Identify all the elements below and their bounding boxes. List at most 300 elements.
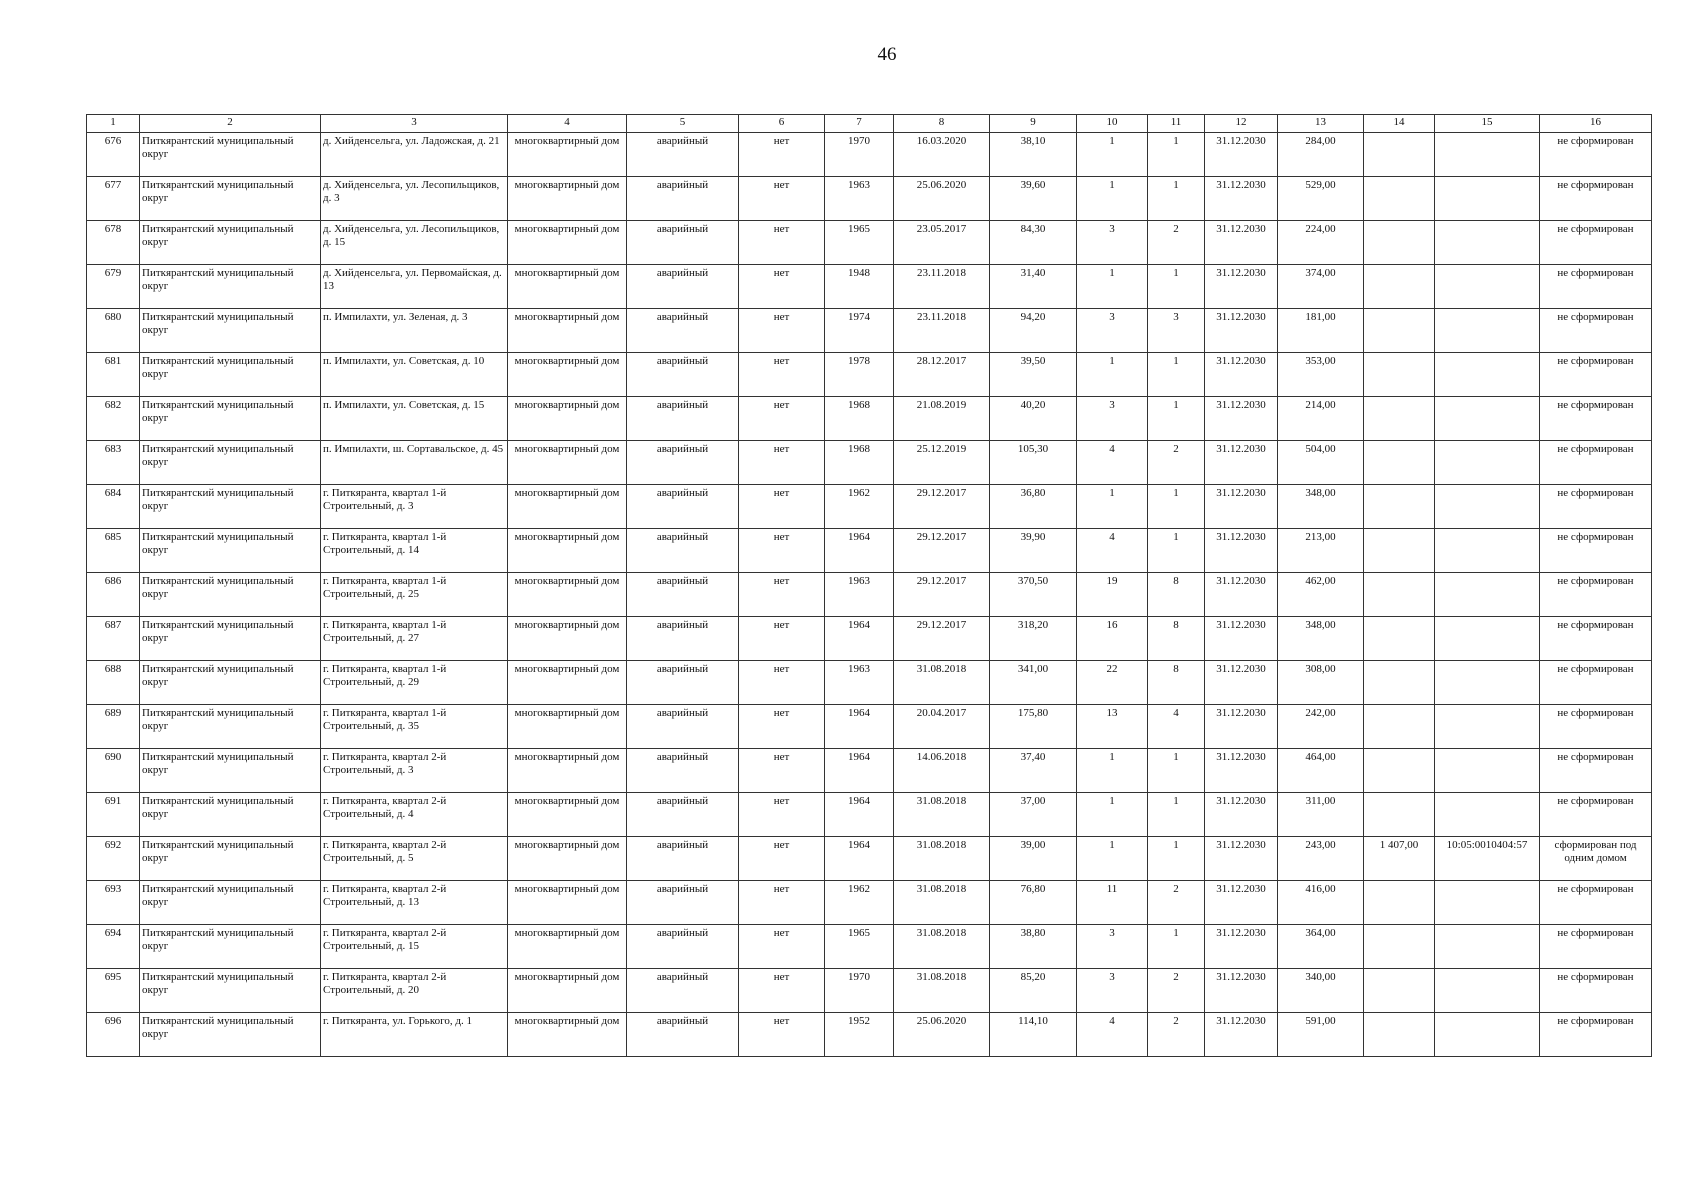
housing-registry-table <box>86 114 1652 1057</box>
table-cell-col-5: аварийный <box>627 485 739 529</box>
table-cell-col-13: 242,00 <box>1278 705 1364 749</box>
table-cell-col-3: п. Импилахти, ул. Зеленая, д. 3 <box>321 309 508 353</box>
table-cell-col-16: не сформирован <box>1540 133 1652 177</box>
table-cell-col-12: 31.12.2030 <box>1205 221 1278 265</box>
table-cell-col-15 <box>1435 617 1540 661</box>
table-cell-col-13: 353,00 <box>1278 353 1364 397</box>
table-row <box>87 837 1652 881</box>
table-cell-col-10: 1 <box>1077 837 1148 881</box>
table-cell-col-14 <box>1364 353 1435 397</box>
table-cell-col-10: 1 <box>1077 485 1148 529</box>
table-cell-col-7: 1964 <box>825 617 894 661</box>
table-cell-col-8: 14.06.2018 <box>894 749 990 793</box>
table-cell-col-14 <box>1364 969 1435 1013</box>
table-cell-col-8: 29.12.2017 <box>894 529 990 573</box>
table-cell-col-4: многоквартирный дом <box>508 969 627 1013</box>
table-cell-col-8: 31.08.2018 <box>894 881 990 925</box>
table-cell-col-13: 464,00 <box>1278 749 1364 793</box>
table-cell-col-10: 3 <box>1077 925 1148 969</box>
table-row <box>87 969 1652 1013</box>
table-cell-col-5: аварийный <box>627 925 739 969</box>
table-cell-col-15 <box>1435 353 1540 397</box>
table-cell-col-9: 39,90 <box>990 529 1077 573</box>
table-cell-col-15 <box>1435 397 1540 441</box>
table-cell-col-9: 37,40 <box>990 749 1077 793</box>
table-cell-col-12: 31.12.2030 <box>1205 617 1278 661</box>
table-cell-col-7: 1963 <box>825 573 894 617</box>
table-cell-col-16: не сформирован <box>1540 441 1652 485</box>
table-cell-col-16: не сформирован <box>1540 529 1652 573</box>
table-cell-col-12: 31.12.2030 <box>1205 749 1278 793</box>
table-cell-col-16: не сформирован <box>1540 881 1652 925</box>
table-cell-col-15 <box>1435 749 1540 793</box>
table-cell-col-13: 213,00 <box>1278 529 1364 573</box>
table-cell-col-5: аварийный <box>627 441 739 485</box>
table-cell-col-3: п. Импилахти, ул. Советская, д. 10 <box>321 353 508 397</box>
table-cell-col-15 <box>1435 133 1540 177</box>
table-row <box>87 925 1652 969</box>
table-cell-col-8: 23.05.2017 <box>894 221 990 265</box>
table-cell-col-15 <box>1435 485 1540 529</box>
table-cell-col-15 <box>1435 441 1540 485</box>
table-cell-col-2: Питкярантский муниципальный округ <box>140 837 321 881</box>
table-cell-col-13: 462,00 <box>1278 573 1364 617</box>
table-cell-col-11: 1 <box>1148 265 1205 309</box>
table-cell-col-9: 114,10 <box>990 1013 1077 1057</box>
table-cell-col-16: не сформирован <box>1540 309 1652 353</box>
column-header-5: 5 <box>627 115 739 133</box>
table-cell-col-7: 1970 <box>825 969 894 1013</box>
table-cell-col-5: аварийный <box>627 617 739 661</box>
table-cell-col-2: Питкярантский муниципальный округ <box>140 441 321 485</box>
table-cell-col-16: не сформирован <box>1540 573 1652 617</box>
table-cell-col-8: 21.08.2019 <box>894 397 990 441</box>
table-cell-col-9: 36,80 <box>990 485 1077 529</box>
table-cell-col-11: 2 <box>1148 881 1205 925</box>
table-cell-col-7: 1952 <box>825 1013 894 1057</box>
table-cell-col-11: 1 <box>1148 397 1205 441</box>
table-cell-col-5: аварийный <box>627 221 739 265</box>
table-cell-col-7: 1965 <box>825 221 894 265</box>
table-cell-col-15 <box>1435 881 1540 925</box>
table-cell-col-3: д. Хийденсельга, ул. Лесопильщиков, д. 3 <box>321 177 508 221</box>
table-cell-col-16: не сформирован <box>1540 1013 1652 1057</box>
table-cell-col-4: многоквартирный дом <box>508 749 627 793</box>
table-cell-col-13: 416,00 <box>1278 881 1364 925</box>
table-cell-col-15 <box>1435 793 1540 837</box>
table-cell-col-12: 31.12.2030 <box>1205 573 1278 617</box>
table-cell-col-16: не сформирован <box>1540 353 1652 397</box>
table-cell-col-1: 682 <box>87 397 140 441</box>
table-cell-col-4: многоквартирный дом <box>508 441 627 485</box>
page-number: 46 <box>877 44 897 65</box>
table-cell-col-3: г. Питкяранта, квартал 1-й Строительный, д. 25 <box>321 573 508 617</box>
table-cell-col-3: п. Импилахти, ш. Сортавальское, д. 45 <box>321 441 508 485</box>
table-cell-col-15 <box>1435 661 1540 705</box>
table-cell-col-11: 2 <box>1148 969 1205 1013</box>
table-cell-col-1: 686 <box>87 573 140 617</box>
table-cell-col-5: аварийный <box>627 1013 739 1057</box>
column-header-2: 2 <box>140 115 321 133</box>
table-cell-col-10: 16 <box>1077 617 1148 661</box>
column-header-13: 13 <box>1278 115 1364 133</box>
table-cell-col-1: 694 <box>87 925 140 969</box>
table-row <box>87 485 1652 529</box>
table-cell-col-3: г. Питкяранта, квартал 2-й Строительный, д. 15 <box>321 925 508 969</box>
table-cell-col-10: 1 <box>1077 353 1148 397</box>
table-cell-col-1: 681 <box>87 353 140 397</box>
table-cell-col-16: не сформирован <box>1540 177 1652 221</box>
table-cell-col-4: многоквартирный дом <box>508 353 627 397</box>
table-cell-col-8: 20.04.2017 <box>894 705 990 749</box>
table-cell-col-10: 1 <box>1077 133 1148 177</box>
table-cell-col-13: 364,00 <box>1278 925 1364 969</box>
table-cell-col-6: нет <box>739 661 825 705</box>
table-header <box>87 115 1652 133</box>
table-cell-col-6: нет <box>739 881 825 925</box>
table-cell-col-6: нет <box>739 573 825 617</box>
table-row <box>87 529 1652 573</box>
table-cell-col-11: 3 <box>1148 309 1205 353</box>
table-cell-col-2: Питкярантский муниципальный округ <box>140 925 321 969</box>
table-cell-col-1: 684 <box>87 485 140 529</box>
table-cell-col-10: 1 <box>1077 177 1148 221</box>
table-cell-col-5: аварийный <box>627 661 739 705</box>
table-cell-col-4: многоквартирный дом <box>508 221 627 265</box>
table-cell-col-9: 85,20 <box>990 969 1077 1013</box>
table-cell-col-1: 677 <box>87 177 140 221</box>
table-cell-col-6: нет <box>739 441 825 485</box>
table-cell-col-13: 340,00 <box>1278 969 1364 1013</box>
table-cell-col-3: д. Хийденсельга, ул. Ладожская, д. 21 <box>321 133 508 177</box>
column-header-4: 4 <box>508 115 627 133</box>
column-header-10: 10 <box>1077 115 1148 133</box>
table-cell-col-8: 29.12.2017 <box>894 485 990 529</box>
table-cell-col-2: Питкярантский муниципальный округ <box>140 793 321 837</box>
table-cell-col-12: 31.12.2030 <box>1205 133 1278 177</box>
table-cell-col-15 <box>1435 705 1540 749</box>
column-header-9: 9 <box>990 115 1077 133</box>
table-cell-col-13: 348,00 <box>1278 617 1364 661</box>
table-cell-col-6: нет <box>739 177 825 221</box>
table-row <box>87 1013 1652 1057</box>
table-cell-col-3: д. Хийденсельга, ул. Лесопильщиков, д. 15 <box>321 221 508 265</box>
table-cell-col-10: 3 <box>1077 309 1148 353</box>
table-cell-col-9: 40,20 <box>990 397 1077 441</box>
table-cell-col-12: 31.12.2030 <box>1205 309 1278 353</box>
table-cell-col-16: не сформирован <box>1540 925 1652 969</box>
table-row <box>87 573 1652 617</box>
table-cell-col-13: 529,00 <box>1278 177 1364 221</box>
table-cell-col-2: Питкярантский муниципальный округ <box>140 661 321 705</box>
table-cell-col-6: нет <box>739 133 825 177</box>
table-cell-col-11: 8 <box>1148 573 1205 617</box>
table-cell-col-4: многоквартирный дом <box>508 617 627 661</box>
table-cell-col-16: сформирован под одним домом <box>1540 837 1652 881</box>
table-cell-col-12: 31.12.2030 <box>1205 485 1278 529</box>
table-cell-col-2: Питкярантский муниципальный округ <box>140 573 321 617</box>
table-cell-col-9: 105,30 <box>990 441 1077 485</box>
table-cell-col-7: 1964 <box>825 529 894 573</box>
table-cell-col-6: нет <box>739 793 825 837</box>
table-cell-col-11: 8 <box>1148 617 1205 661</box>
column-header-6: 6 <box>739 115 825 133</box>
table-cell-col-7: 1964 <box>825 837 894 881</box>
table-cell-col-1: 679 <box>87 265 140 309</box>
table-cell-col-4: многоквартирный дом <box>508 881 627 925</box>
table-cell-col-7: 1962 <box>825 881 894 925</box>
table-cell-col-6: нет <box>739 925 825 969</box>
table-cell-col-7: 1970 <box>825 133 894 177</box>
table-cell-col-1: 688 <box>87 661 140 705</box>
table-cell-col-16: не сформирован <box>1540 397 1652 441</box>
table-cell-col-13: 181,00 <box>1278 309 1364 353</box>
column-header-12: 12 <box>1205 115 1278 133</box>
table-cell-col-11: 2 <box>1148 1013 1205 1057</box>
table-cell-col-10: 1 <box>1077 793 1148 837</box>
table-cell-col-6: нет <box>739 265 825 309</box>
table-cell-col-8: 28.12.2017 <box>894 353 990 397</box>
table-cell-col-1: 695 <box>87 969 140 1013</box>
table-cell-col-14 <box>1364 573 1435 617</box>
table-cell-col-13: 284,00 <box>1278 133 1364 177</box>
table-cell-col-9: 38,10 <box>990 133 1077 177</box>
table-cell-col-4: многоквартирный дом <box>508 529 627 573</box>
table-cell-col-5: аварийный <box>627 397 739 441</box>
table-cell-col-12: 31.12.2030 <box>1205 969 1278 1013</box>
table-cell-col-16: не сформирован <box>1540 485 1652 529</box>
table-cell-col-16: не сформирован <box>1540 705 1652 749</box>
table-cell-col-10: 4 <box>1077 441 1148 485</box>
table-row <box>87 309 1652 353</box>
table-cell-col-2: Питкярантский муниципальный округ <box>140 881 321 925</box>
table-cell-col-2: Питкярантский муниципальный округ <box>140 749 321 793</box>
table-cell-col-10: 1 <box>1077 749 1148 793</box>
table-cell-col-11: 1 <box>1148 177 1205 221</box>
table-cell-col-6: нет <box>739 1013 825 1057</box>
table-cell-col-15 <box>1435 529 1540 573</box>
table-cell-col-1: 696 <box>87 1013 140 1057</box>
table-cell-col-5: аварийный <box>627 837 739 881</box>
table-cell-col-3: г. Питкяранта, квартал 2-й Строительный, д. 13 <box>321 881 508 925</box>
table-cell-col-4: многоквартирный дом <box>508 485 627 529</box>
table-cell-col-8: 16.03.2020 <box>894 133 990 177</box>
table-cell-col-1: 676 <box>87 133 140 177</box>
table-row <box>87 793 1652 837</box>
table-cell-col-7: 1978 <box>825 353 894 397</box>
table-cell-col-6: нет <box>739 837 825 881</box>
table-cell-col-8: 31.08.2018 <box>894 661 990 705</box>
table-cell-col-11: 4 <box>1148 705 1205 749</box>
table-cell-col-6: нет <box>739 969 825 1013</box>
table-cell-col-4: многоквартирный дом <box>508 133 627 177</box>
table-cell-col-10: 1 <box>1077 265 1148 309</box>
table-cell-col-8: 25.06.2020 <box>894 1013 990 1057</box>
table-cell-col-5: аварийный <box>627 309 739 353</box>
table-cell-col-14 <box>1364 397 1435 441</box>
column-header-3: 3 <box>321 115 508 133</box>
table-cell-col-6: нет <box>739 397 825 441</box>
table-cell-col-13: 214,00 <box>1278 397 1364 441</box>
table-cell-col-2: Питкярантский муниципальный округ <box>140 705 321 749</box>
table-cell-col-3: д. Хийденсельга, ул. Первомайская, д. 13 <box>321 265 508 309</box>
table-cell-col-15 <box>1435 221 1540 265</box>
table-cell-col-3: г. Питкяранта, квартал 1-й Строительный, д. 14 <box>321 529 508 573</box>
table-row <box>87 881 1652 925</box>
table-cell-col-2: Питкярантский муниципальный округ <box>140 617 321 661</box>
table-cell-col-8: 31.08.2018 <box>894 925 990 969</box>
table-cell-col-5: аварийный <box>627 705 739 749</box>
table-cell-col-10: 3 <box>1077 221 1148 265</box>
table-cell-col-9: 84,30 <box>990 221 1077 265</box>
table-cell-col-14: 1 407,00 <box>1364 837 1435 881</box>
table-cell-col-8: 31.08.2018 <box>894 793 990 837</box>
table-cell-col-3: г. Питкяранта, квартал 2-й Строительный, д. 4 <box>321 793 508 837</box>
table-cell-col-14 <box>1364 309 1435 353</box>
table-row <box>87 397 1652 441</box>
table-row <box>87 353 1652 397</box>
table-cell-col-4: многоквартирный дом <box>508 265 627 309</box>
table-cell-col-12: 31.12.2030 <box>1205 1013 1278 1057</box>
table-cell-col-5: аварийный <box>627 133 739 177</box>
table-row <box>87 617 1652 661</box>
column-header-14: 14 <box>1364 115 1435 133</box>
table-cell-col-8: 31.08.2018 <box>894 837 990 881</box>
table-cell-col-3: г. Питкяранта, квартал 1-й Строительный, д. 35 <box>321 705 508 749</box>
table-cell-col-3: г. Питкяранта, ул. Горького, д. 1 <box>321 1013 508 1057</box>
table-row <box>87 265 1652 309</box>
table-row <box>87 705 1652 749</box>
table-cell-col-3: г. Питкяранта, квартал 1-й Строительный, д. 3 <box>321 485 508 529</box>
table-cell-col-5: аварийный <box>627 749 739 793</box>
table-cell-col-16: не сформирован <box>1540 265 1652 309</box>
table-cell-col-4: многоквартирный дом <box>508 705 627 749</box>
table-cell-col-2: Питкярантский муниципальный округ <box>140 177 321 221</box>
table-cell-col-5: аварийный <box>627 177 739 221</box>
table-cell-col-5: аварийный <box>627 573 739 617</box>
table-cell-col-7: 1964 <box>825 749 894 793</box>
table-cell-col-5: аварийный <box>627 969 739 1013</box>
table-cell-col-14 <box>1364 705 1435 749</box>
table-cell-col-13: 348,00 <box>1278 485 1364 529</box>
table-cell-col-4: многоквартирный дом <box>508 1013 627 1057</box>
table-cell-col-6: нет <box>739 309 825 353</box>
table-cell-col-3: г. Питкяранта, квартал 1-й Строительный, д. 27 <box>321 617 508 661</box>
table-cell-col-14 <box>1364 265 1435 309</box>
table-cell-col-16: не сформирован <box>1540 793 1652 837</box>
table-cell-col-14 <box>1364 1013 1435 1057</box>
table-cell-col-9: 38,80 <box>990 925 1077 969</box>
table-cell-col-10: 4 <box>1077 1013 1148 1057</box>
table-cell-col-1: 689 <box>87 705 140 749</box>
table-cell-col-9: 94,20 <box>990 309 1077 353</box>
table-cell-col-9: 39,00 <box>990 837 1077 881</box>
table-cell-col-9: 31,40 <box>990 265 1077 309</box>
table-cell-col-6: нет <box>739 617 825 661</box>
table-cell-col-13: 591,00 <box>1278 1013 1364 1057</box>
table-cell-col-15: 10:05:0010404:57 <box>1435 837 1540 881</box>
table-cell-col-1: 690 <box>87 749 140 793</box>
table-cell-col-14 <box>1364 441 1435 485</box>
table-cell-col-6: нет <box>739 705 825 749</box>
table-cell-col-1: 683 <box>87 441 140 485</box>
table-cell-col-9: 39,50 <box>990 353 1077 397</box>
table-cell-col-8: 25.12.2019 <box>894 441 990 485</box>
table-cell-col-10: 19 <box>1077 573 1148 617</box>
table-cell-col-16: не сформирован <box>1540 969 1652 1013</box>
table-cell-col-9: 370,50 <box>990 573 1077 617</box>
table-cell-col-2: Питкярантский муниципальный округ <box>140 485 321 529</box>
table-cell-col-13: 374,00 <box>1278 265 1364 309</box>
table-cell-col-15 <box>1435 177 1540 221</box>
column-header-7: 7 <box>825 115 894 133</box>
table-cell-col-5: аварийный <box>627 793 739 837</box>
table-cell-col-14 <box>1364 617 1435 661</box>
table-cell-col-10: 4 <box>1077 529 1148 573</box>
table-cell-col-15 <box>1435 265 1540 309</box>
table-cell-col-12: 31.12.2030 <box>1205 837 1278 881</box>
column-header-11: 11 <box>1148 115 1205 133</box>
table-cell-col-10: 13 <box>1077 705 1148 749</box>
table-cell-col-14 <box>1364 661 1435 705</box>
table-cell-col-11: 1 <box>1148 485 1205 529</box>
table-cell-col-10: 22 <box>1077 661 1148 705</box>
table-cell-col-12: 31.12.2030 <box>1205 529 1278 573</box>
table-cell-col-1: 680 <box>87 309 140 353</box>
table-cell-col-3: г. Питкяранта, квартал 2-й Строительный, д. 5 <box>321 837 508 881</box>
table-cell-col-5: аварийный <box>627 881 739 925</box>
table-cell-col-1: 693 <box>87 881 140 925</box>
table-cell-col-6: нет <box>739 221 825 265</box>
table-row <box>87 221 1652 265</box>
table-cell-col-7: 1948 <box>825 265 894 309</box>
table-cell-col-11: 1 <box>1148 925 1205 969</box>
table-cell-col-16: не сформирован <box>1540 617 1652 661</box>
table-cell-col-6: нет <box>739 353 825 397</box>
table-cell-col-15 <box>1435 573 1540 617</box>
table-cell-col-1: 692 <box>87 837 140 881</box>
table-cell-col-12: 31.12.2030 <box>1205 793 1278 837</box>
table-cell-col-9: 318,20 <box>990 617 1077 661</box>
table-cell-col-14 <box>1364 529 1435 573</box>
table-cell-col-1: 691 <box>87 793 140 837</box>
table-row <box>87 441 1652 485</box>
table-cell-col-11: 1 <box>1148 529 1205 573</box>
table-cell-col-3: п. Импилахти, ул. Советская, д. 15 <box>321 397 508 441</box>
table-cell-col-7: 1963 <box>825 661 894 705</box>
table-cell-col-10: 11 <box>1077 881 1148 925</box>
table-cell-col-13: 504,00 <box>1278 441 1364 485</box>
table-cell-col-9: 175,80 <box>990 705 1077 749</box>
table-cell-col-12: 31.12.2030 <box>1205 265 1278 309</box>
column-header-1: 1 <box>87 115 140 133</box>
table-cell-col-5: аварийный <box>627 529 739 573</box>
table-cell-col-14 <box>1364 177 1435 221</box>
table-cell-col-7: 1974 <box>825 309 894 353</box>
table-cell-col-5: аварийный <box>627 353 739 397</box>
table-cell-col-14 <box>1364 793 1435 837</box>
column-header-15: 15 <box>1435 115 1540 133</box>
table-cell-col-4: многоквартирный дом <box>508 837 627 881</box>
table-cell-col-13: 224,00 <box>1278 221 1364 265</box>
table-cell-col-14 <box>1364 749 1435 793</box>
table-cell-col-6: нет <box>739 749 825 793</box>
table-cell-col-7: 1963 <box>825 177 894 221</box>
table-cell-col-9: 76,80 <box>990 881 1077 925</box>
table-cell-col-11: 8 <box>1148 661 1205 705</box>
table-cell-col-7: 1968 <box>825 397 894 441</box>
table-cell-col-11: 1 <box>1148 353 1205 397</box>
